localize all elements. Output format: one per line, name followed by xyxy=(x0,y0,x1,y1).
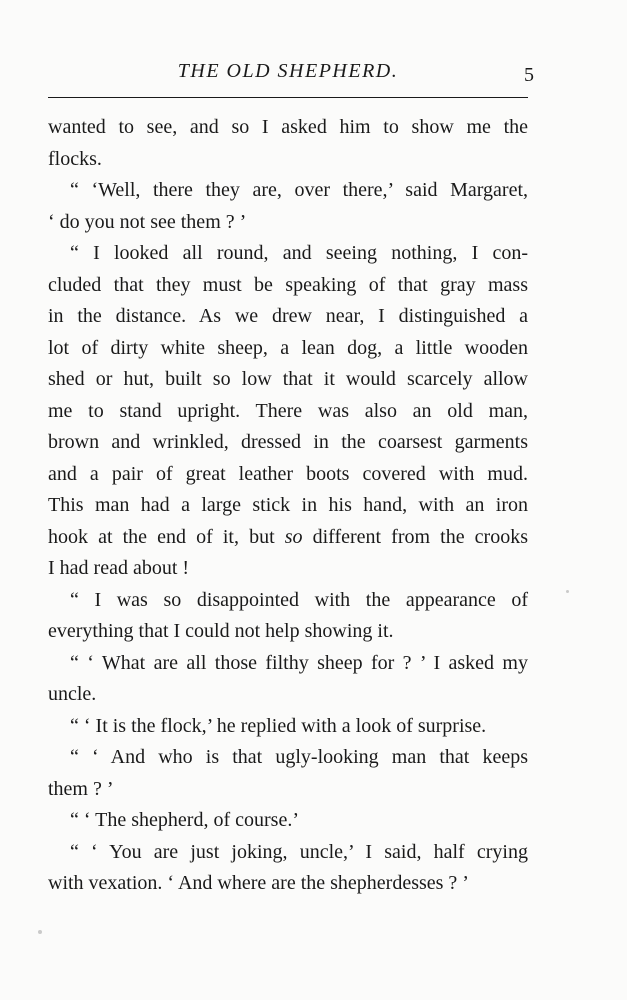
ink-speck xyxy=(566,590,569,593)
text-line: cluded that they must be speaking of that gray mass xyxy=(48,273,528,296)
text-line: “ ‘ It is the flock,’ he replied with a look of surprise. xyxy=(70,714,487,737)
text-line: with vexation. ‘ And where are the shepherdesses ? ’ xyxy=(48,872,469,894)
page-header xyxy=(48,56,534,86)
header-rule xyxy=(48,97,528,98)
text-line: shed or hut, built so low that it would scarcely allow xyxy=(48,368,528,390)
text-line: in the distance. As we drew near, I distinguished a xyxy=(48,305,528,327)
text-line: hook at the end of it, but so different from the crooks xyxy=(48,525,528,548)
text-line: them ? ’ xyxy=(48,777,114,800)
text-line: uncle. xyxy=(48,683,97,705)
body-text xyxy=(48,112,528,900)
text-line: “ ‘Well, there they are, over there,’ said Margaret, xyxy=(70,179,528,201)
running-title: THE OLD SHEPHERD. xyxy=(177,60,399,82)
text-line: wanted to see, and so I asked him to show me the xyxy=(48,116,528,138)
text-line: “ ‘ You are just joking, uncle,’ I said, half crying xyxy=(70,840,528,863)
text-line: and a pair of great leather boots covered with mud. xyxy=(48,462,528,485)
text-line: “ ‘ And who is that ugly-looking man that keeps xyxy=(70,746,528,768)
text-line: ‘ do you not see them ? ’ xyxy=(48,210,247,233)
text-line: This man had a large stick in his hand, with an iron xyxy=(48,494,528,516)
text-line: flocks. xyxy=(48,147,102,170)
ink-speck xyxy=(38,930,42,934)
text-line: “ I looked all round, and seeing nothing, I con- xyxy=(70,242,528,264)
text-line: “ ‘ What are all those filthy sheep for ? ’ I asked my xyxy=(70,651,528,674)
text-line: “ ‘ The shepherd, of course.’ xyxy=(70,809,299,831)
text-line: “ I was so disappointed with the appearance of xyxy=(70,588,528,611)
text-line: I had read about ! xyxy=(48,557,190,579)
text-line: me to stand upright. There was also an old man, xyxy=(48,399,528,422)
text-line: brown and wrinkled, dressed in the coarsest garments xyxy=(48,431,528,453)
page-number: 5 xyxy=(524,64,534,86)
text-line: lot of dirty white sheep, a lean dog, a little wooden xyxy=(48,336,528,359)
text-line: everything that I could not help showing it. xyxy=(48,620,394,642)
